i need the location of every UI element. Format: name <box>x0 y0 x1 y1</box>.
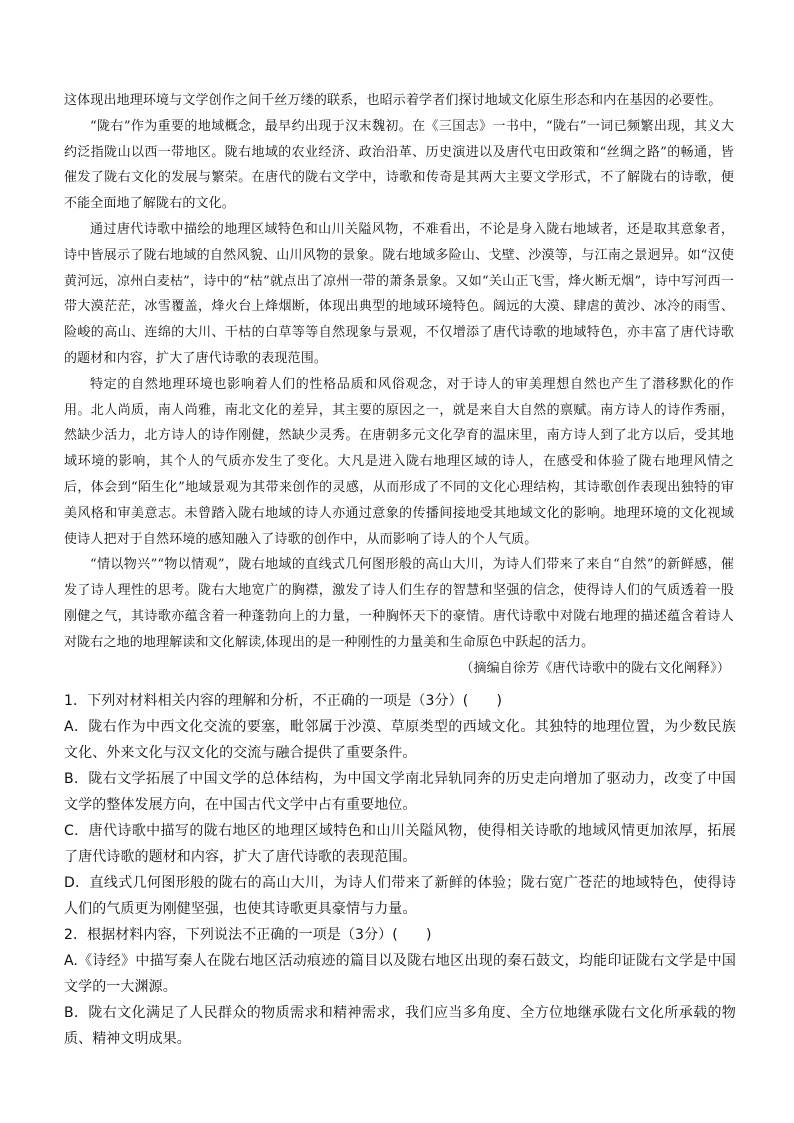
question-2-option-b: B．陇右文化满足了人民群众的物质需求和精神需求，我们应当多角度、全方位地继承陇右文化所承载的物质、精神文明成果。 <box>64 1005 736 1047</box>
question-1-option-c: C．唐代诗歌中描写的陇右地区的地理区域特色和山川关隘风物，使得相关诗歌的地域风情更加浓厚，拓展了唐代诗歌的题材和内容，扩大了唐代诗歌的表现范围。 <box>64 823 736 865</box>
question-1-option-d: D．直线式几何图形般的陇右的高山大川，为诗人们带来了新鲜的体验；陇右宽广苍茫的地域特色，使得诗人们的气质更为刚健坚强，也使其诗歌更具豪情与力量。 <box>64 875 736 917</box>
reading-passage <box>64 88 734 681</box>
passage-paragraph-2: 通过唐代诗歌中描绘的地理区域特色和山川关隘风物，不难看出，不论是身入陇右地域者，还是取其意象者，诗中皆展示了陇右地域的自然风貌、山川风物的景象。陇右地域多险山、戈壁、沙漠等，与江南之景迥异。如“汉使黄河远，凉州白麦枯”，诗中的“枯”就点出了凉州一带的萧条景象。又如“关山正飞雪，烽火断无烟”，诗中写河西一带大漠茫茫，冰雪覆盖，烽火台上烽烟断，体现出典型的地域环境特色。阔远的大漠、肆虐的黄沙、冰冷的雨雪、险峻的高山、连绵的大川、干枯的白草等等自然现象与景观，不仅增添了唐代诗歌的地域特色，亦丰富了唐代诗歌的题材和内容，扩大了唐代诗歌的表现范围。 <box>64 221 734 366</box>
question-2-stem: 2．根据材料内容，下列说法不正确的一项是（3分）( ) <box>64 927 432 943</box>
passage-paragraph-0: 这体现出地理环境与文学创作之间千丝万缕的联系，也昭示着学者们探讨地域文化原生形态和内在基因的必要性。 <box>64 93 722 108</box>
question-2-option-a: A.《诗经》中描写秦人在陇右地区活动痕迹的篇目以及陇右地区出现的秦石鼓文，均能印证陇右文学是中国文学的一大渊源。 <box>64 953 736 995</box>
passage-paragraph-4: “情以物兴”“物以情观”，陇右地域的直线式几何图形般的高山大川，为诗人们带来了来自“自然”的新鲜感，催发了诗人理性的思考。陇右大地宽广的胸襟，激发了诗人们生存的智慧和坚强的信念，使得诗人们的气质透着一股刚健之气，其诗歌亦蕴含着一种蓬勃向上的力量，一种胸怀天下的豪情。唐代诗歌中对陇右地理的描述蕴含着诗人对陇右之地的地理解读和文化解读,体现出的是一种刚性的力量美和生命原色中跃起的活力。 <box>64 557 734 650</box>
passage-paragraph-3: 特定的自然地理环境也影响着人们的性格品质和风俗观念，对于诗人的审美理想自然也产生了潜移默化的作用。北人尚质，南人尚雅，南北文化的差异，其主要的原因之一，就是来自大自然的禀赋。南方诗人的诗作秀丽，然缺少活力，北方诗人的诗作刚健，然缺少灵秀。在唐朝多元文化孕育的温床里，南方诗人到了北方以后，受其地域环境的影响，其个人的气质亦发生了变化。大凡是进入陇右地理区域的诗人，在感受和体验了陇右地理风情之后，体会到“陌生化”地域景观为其带来创作的灵感，从而形成了不同的文化心理结构，其诗歌创作表现出独特的审美风格和审美意志。未曾踏入陇右地域的诗人亦通过意象的传播间接地受其地域文化的影响。地理环境的文化视域使诗人把对于自然环境的感知融入了诗歌的创作中，从而影响了诗人的个人气质。 <box>64 376 734 547</box>
question-1-stem: 1．下列对材料相关内容的理解和分析，不正确的一项是（3分）( ) <box>64 693 503 709</box>
question-section <box>64 688 736 1052</box>
question-1-option-a: A．陇右作为中西文化交流的要塞，毗邻属于沙漠、草原类型的西域文化。其独特的地理位置，为少数民族文化、外来文化与汉文化的交流与融合提供了重要条件。 <box>64 719 736 761</box>
passage-source: （摘编自徐芳《唐代诗歌中的陇右文化阐释》） <box>460 660 730 676</box>
question-1-option-b: B．陇右文学拓展了中国文学的总体结构，为中国文学南北异轨同奔的历史走向增加了驱动力，改变了中国文学的整体发展方向，在中国古代文学中占有重要地位。 <box>64 771 736 813</box>
passage-paragraph-1: “陇右”作为重要的地域概念，最早约出现于汉末魏初。在《三国志》一书中，“陇右”一词已频繁出现，其义大约泛指陇山以西一带地区。陇右地域的农业经济、政治沿革、历史演进以及唐代屯田政策和“丝绸之路”的畅通，皆催发了陇右文化的发展与繁荣。在唐代的陇右文学中，诗歌和传奇是其两大主要文学形式，不了解陇右的诗歌，便不能全面地了解陇右的文化。 <box>64 118 734 212</box>
